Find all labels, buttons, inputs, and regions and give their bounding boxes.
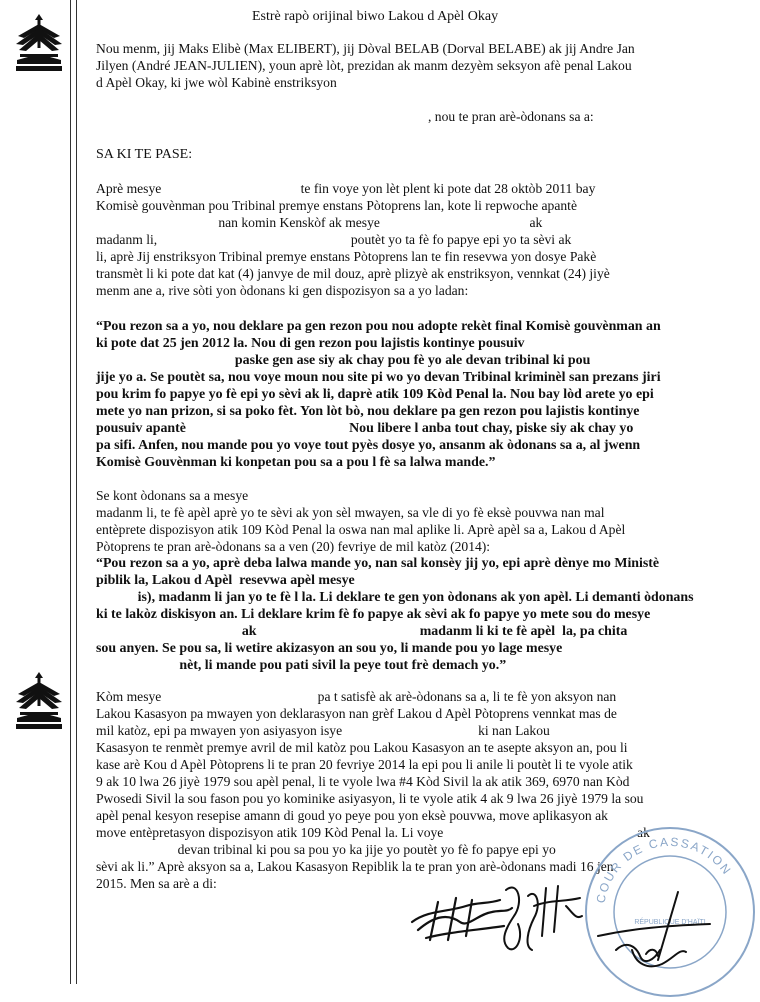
intro-paragraph [96, 40, 686, 91]
text-line: Komisè Gouvènman ki konpetan pou sa a pou l fè sa lalwa mande.” [96, 455, 496, 470]
text-line: d Apèl Okay, ki jwe wòl Kabinè enstriksyon [96, 75, 337, 90]
coat-of-arms-icon [14, 14, 64, 72]
text-line: entèprete dispozisyon atik 109 Kòd Penal la oswa nan mal aplike li. Aprè apèl sa a, Lakou d Apèl [96, 522, 626, 537]
text-line: “Pou rezon sa a yo, aprè deba lalwa mande yo, nan sal konsèy jij yo, epi aprè dènye mo Ministè [96, 556, 660, 571]
text-line: madanm li, te fè apèl aprè yo te sèvi ak yon sèl mwayen, sa vle di yo fè eksè pouvwa nan mal [96, 505, 605, 520]
appeal-paragraph [96, 487, 686, 555]
text-line: transmèt li ki pote dat kat (4) janvye de mil douz, aprè plizyè ak enstriksyon, vennkat (24) jiyè [96, 266, 610, 281]
text-line: sèvi ak li.” Aprè aksyon sa a, Lakou Kasasyon Repiblik la te pran yon arè-òdonans madi 16 jen [96, 859, 614, 874]
document-title: Estrè rapò orijinal biwo Lakou d Apèl Okay [252, 9, 499, 24]
text-line: kase arè Kou d Apèl Pòtoprens li te pran 20 fevriye 2014 la epi pou li anile li poutèt li te vyole atik [96, 757, 633, 772]
signature-3 [596, 890, 716, 980]
facts-paragraph [96, 180, 686, 299]
text-line: ak madanm li ki te fè apèl la, pa chita [96, 624, 628, 639]
text-line: pousuiv apantè Nou libere l anba tout chay, piske siy ak chay yo [96, 421, 634, 436]
appeal-ruling-quote [96, 555, 694, 674]
text-line: menm ane a, rive sòti yon òdonans ki gen dispozisyon sa a yo ladan: [96, 283, 469, 298]
text-line: pa sifi. Anfen, nou mande pou yo voye tout pyès dosye yo, ansanm ak òdonans sa a, al jwenn [96, 438, 641, 453]
coat-of-arms-icon [14, 672, 64, 730]
text-line: piblik la, Lakou d Apèl resevwa apèl mesye [96, 573, 355, 588]
seal-center-text: RÉPUBLIQUE D'HAÏTI [634, 919, 706, 926]
text-line: Pwosedi Sivil la sou fason pou yo kominike asiyasyon, li te vyole atik 4 ak 9 lwa 26 jiyè 1979 la sou [96, 791, 644, 806]
text-line: nèt, li mande pou pati sivil la peye tout frè demach yo.” [96, 658, 507, 673]
text-line: Nou menm, jij Maks Elibè (Max ELIBERT), jij Dòval BELAB (Dorval BELABE) ak jij Andre Jan [96, 41, 635, 56]
text-line: nan komin Kenskòf ak mesye ak [96, 215, 543, 230]
text-line: mete yo nan prizon, si sa poko fèt. Yon lòt bò, nou deklare pa gen rezon pou lajistis kontinye [96, 404, 640, 419]
intro-tail-text: , nou te pran arè-òdonans sa a: [428, 109, 594, 124]
section-heading [96, 146, 686, 163]
section-heading-text: SA KI TE PASE: [96, 147, 193, 162]
text-line: Aprè mesye te fin voye yon lèt plent ki pote dat 28 oktòb 2011 bay [96, 181, 596, 196]
text-line: Kasasyon te renmèt premye avril de mil katòz pou Lakou Kasasyon an te asepte aksyon an, pou li [96, 740, 628, 755]
text-line: Lakou Kasasyon pa mwayen yon deklarasyon nan grèf Lakou d Apèl Pòtoprens vennkat mas de [96, 706, 617, 721]
text-line: sou anyen. Se pou sa, li wetire akizasyon an sou yo, li mande pou yo lage mesye [96, 641, 563, 656]
order-quote [96, 318, 686, 471]
text-line: 9 ak 10 lwa 26 jiyè 1979 sou apèl penal, li te vyole lwa #4 Kòd Sivil la ak atik 369, 6970 nan Kòd [96, 774, 630, 789]
margin-rule-left [70, 0, 71, 984]
text-line: ki te lakòz diskisyon an. Li deklare krim fè fo papye ak sèvi ak fo papye yo mete sou do mesye [96, 607, 651, 622]
text-line: pou krim fo papye yo fè epi yo sèvi ak li, daprè atik 109 Kòd Penal la. Nou bay lòd arete yo epi [96, 387, 654, 402]
text-line: Kòm mesye pa t satisfè ak arè-òdonans sa a, li te fè yon aksyon nan [96, 689, 617, 704]
text-line: li, aprè Jij enstriksyon Tribinal premye enstans Pòtoprens lan te fin resevwa yon dosye Pakè [96, 249, 597, 264]
text-line: jije yo a. Se poutèt sa, nou voye moun nou site pi wo yo devan Tribinal kriminèl san prezans jiri [96, 370, 661, 385]
text-line: Pòtoprens te pran arè-òdonans sa a ven (20) fevriye de mil katòz (2014): [96, 539, 491, 554]
text-line: move entèpretasyon dispozisyon atik 109 Kòd Penal la. Li voye ak [96, 825, 650, 840]
text-line: “Pou rezon sa a yo, nou deklare pa gen rezon pou nou adopte rekèt final Komisè gouvènman an [96, 319, 661, 334]
text-line: is), madanm li jan yo te fè l la. Li deklare te gen yon òdonans ak yon apèl. Li demanti òdonans [96, 590, 694, 605]
text-line: madanm li, poutèt yo ta fè fo papye epi yo ta sèvi ak [96, 232, 572, 247]
intro-tail [428, 108, 688, 125]
text-line: paske gen ase siy ak chay pou fè yo ale devan tribinal ki pou [96, 353, 591, 368]
text-line: Jilyen (André JEAN-JULIEN), youn aprè lòt, prezidan ak manm dezyèm seksyon afè penal Lakou [96, 58, 632, 73]
margin-rule-right [76, 0, 77, 984]
text-line: mil katòz, epi pa mwayen yon asiyasyon isye ki nan Lakou [96, 723, 550, 738]
text-line: Se kont òdonans sa a mesye [96, 488, 249, 503]
text-line: devan tribinal ki pou sa pou yo ka jije yo poutèt yo fè fo papye epi yo [96, 842, 556, 857]
text-line: apèl penal kesyon resepise amann di goud yo peye pou yon eksè pouvwa, move aplikasyon ak [96, 808, 608, 823]
text-line: ki pote dat 25 jen 2012 la. Nou di gen rezon pou lajistis kontinye pousuiv [96, 336, 525, 351]
text-line: 2015. Men sa arè a di: [96, 876, 217, 891]
text-line: Komisè gouvènman pou Tribinal premye enstans Pòtoprens lan, kote li repwoche apantè [96, 198, 577, 213]
signature-2 [488, 876, 598, 966]
seal-ring-text: COUR DE CASSATION [593, 834, 735, 905]
